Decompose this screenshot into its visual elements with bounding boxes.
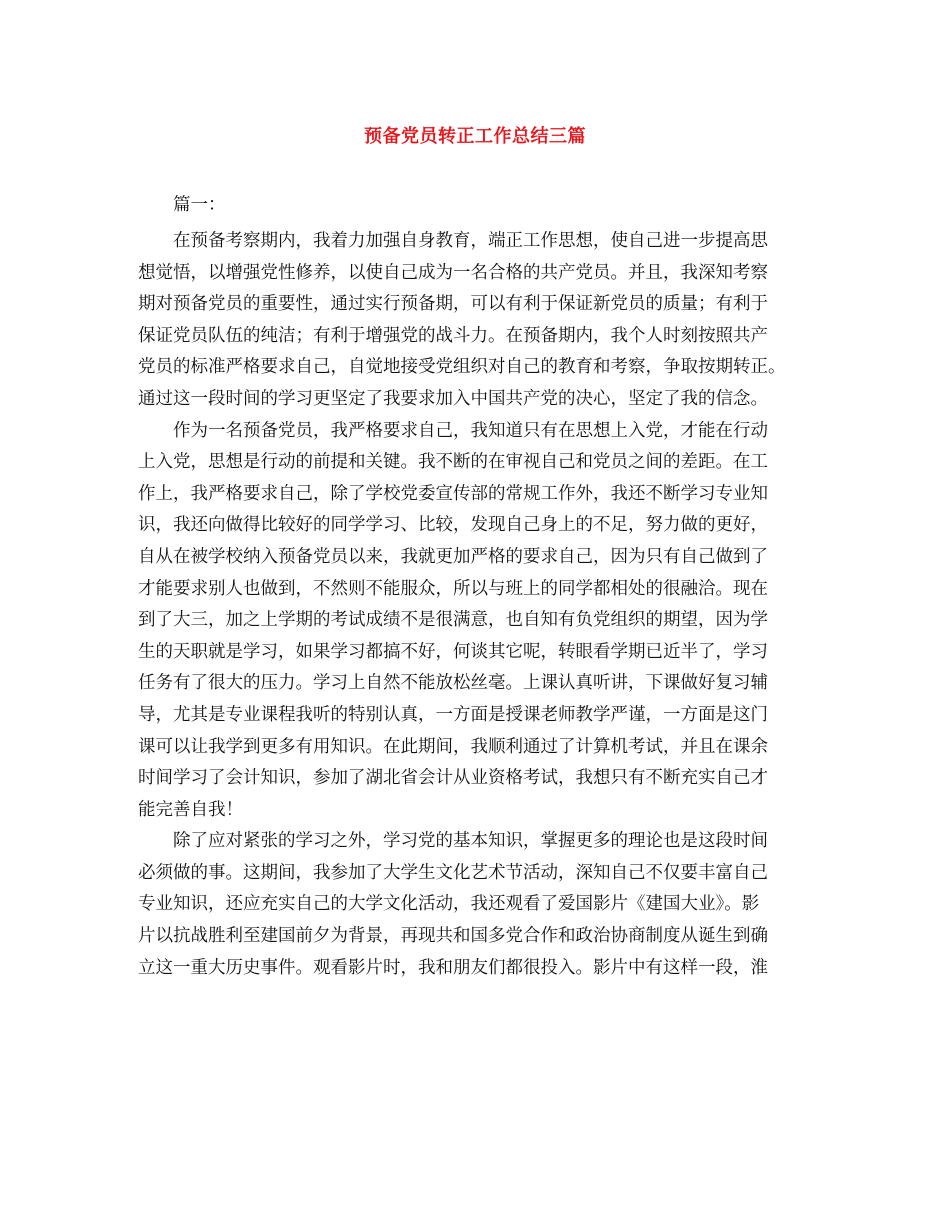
paragraph-line: 到了大三，加之上学期的考试成绩不是很满意，也自知有负党组织的期望，因为学: [138, 610, 768, 631]
paragraph-line: 上入党，思想是行动的前提和关键。我不断的在审视自己和党员之间的差距。在工: [138, 452, 768, 473]
paragraph-line: 除了应对紧张的学习之外，学习党的基本知识，掌握更多的理论也是这段时间: [173, 831, 768, 852]
paragraph-line: 时间学习了会计知识，参加了湖北省会计从业资格考试，我想只有不断充实自己才: [138, 768, 768, 789]
paragraph-line: 能完善自我！: [138, 799, 243, 820]
paragraph-line: 课可以让我学到更多有用知识。在此期间，我顺利通过了计算机考试，并且在课余: [138, 736, 768, 757]
paragraph-line: 通过这一段时间的学习更坚定了我要求加入中国共产党的决心，坚定了我的信念。: [138, 388, 768, 409]
paragraph-line: 作上，我严格要求自己，除了学校党委宣传部的常规工作外，我还不断学习专业知: [138, 483, 768, 504]
paragraph-line: 识，我还向做得比较好的同学学习、比较，发现自己身上的不足，努力做的更好，: [138, 515, 768, 536]
paragraph-line: 期对预备党员的重要性，通过实行预备期，可以有利于保证新党员的质量；有利于: [138, 294, 768, 315]
paragraph-line: 想觉悟，以增强党性修养，以使自己成为一名合格的共产党员。并且，我深知考察: [138, 262, 768, 283]
paragraph-line: 作为一名预备党员，我严格要求自己，我知道只有在思想上入党，才能在行动: [173, 420, 768, 441]
paragraph-line: 才能要求别人也做到，不然则不能服众，所以与班上的同学都相处的很融洽。现在: [138, 578, 768, 599]
paragraph-line: 必须做的事。这期间，我参加了大学生文化艺术节活动，深知自己不仅要丰富自己: [138, 862, 768, 883]
document-body: [138, 190, 813, 984]
paragraph-line: 专业知识，还应充实自己的大学文化活动，我还观看了爱国影片《建国大业》。影: [138, 894, 760, 915]
paragraph-line: 在预备考察期内，我着力加强自身教育，端正工作思想，使自己进一步提高思: [173, 231, 768, 251]
paragraph-line: 任务有了很大的压力。学习上自然不能放松丝毫。上课认真听讲，下课做好复习辅: [138, 673, 768, 694]
paragraph-line: 保证党员队伍的纯洁；有利于增强党的战斗力。在预备期内，我个人时刻按照共产: [138, 325, 768, 346]
paragraph-line: 立这一重大历史事件。观看影片时，我和朋友们都很投入。影片中有这样一段，淮: [138, 957, 768, 978]
paragraph-line: 党员的标准严格要求自己，自觉地接受党组织对自己的教育和考察，争取按期转正。: [138, 357, 786, 378]
document-title: 预备党员转正工作总结三篇: [364, 126, 586, 147]
paragraph-3: [138, 826, 813, 984]
paragraph-1: [138, 226, 813, 416]
paragraph-line: 生的天职就是学习，如果学习都搞不好，何谈其它呢，转眼看学期已近半了，学习: [138, 641, 768, 662]
paragraph-2: [138, 416, 813, 827]
paragraph-line: 片以抗战胜利至建国前夕为背景，再现共和国多党合作和政治协商制度从诞生到确: [138, 926, 768, 947]
section-heading: 篇一：: [173, 195, 226, 215]
paragraph-line: 导，尤其是专业课程我听的特别认真，一方面是授课老师教学严谨，一方面是这门: [138, 704, 768, 725]
paragraph-line: 自从在被学校纳入预备党员以来，我就更加严格的要求自己，因为只有自己做到了: [138, 546, 768, 567]
